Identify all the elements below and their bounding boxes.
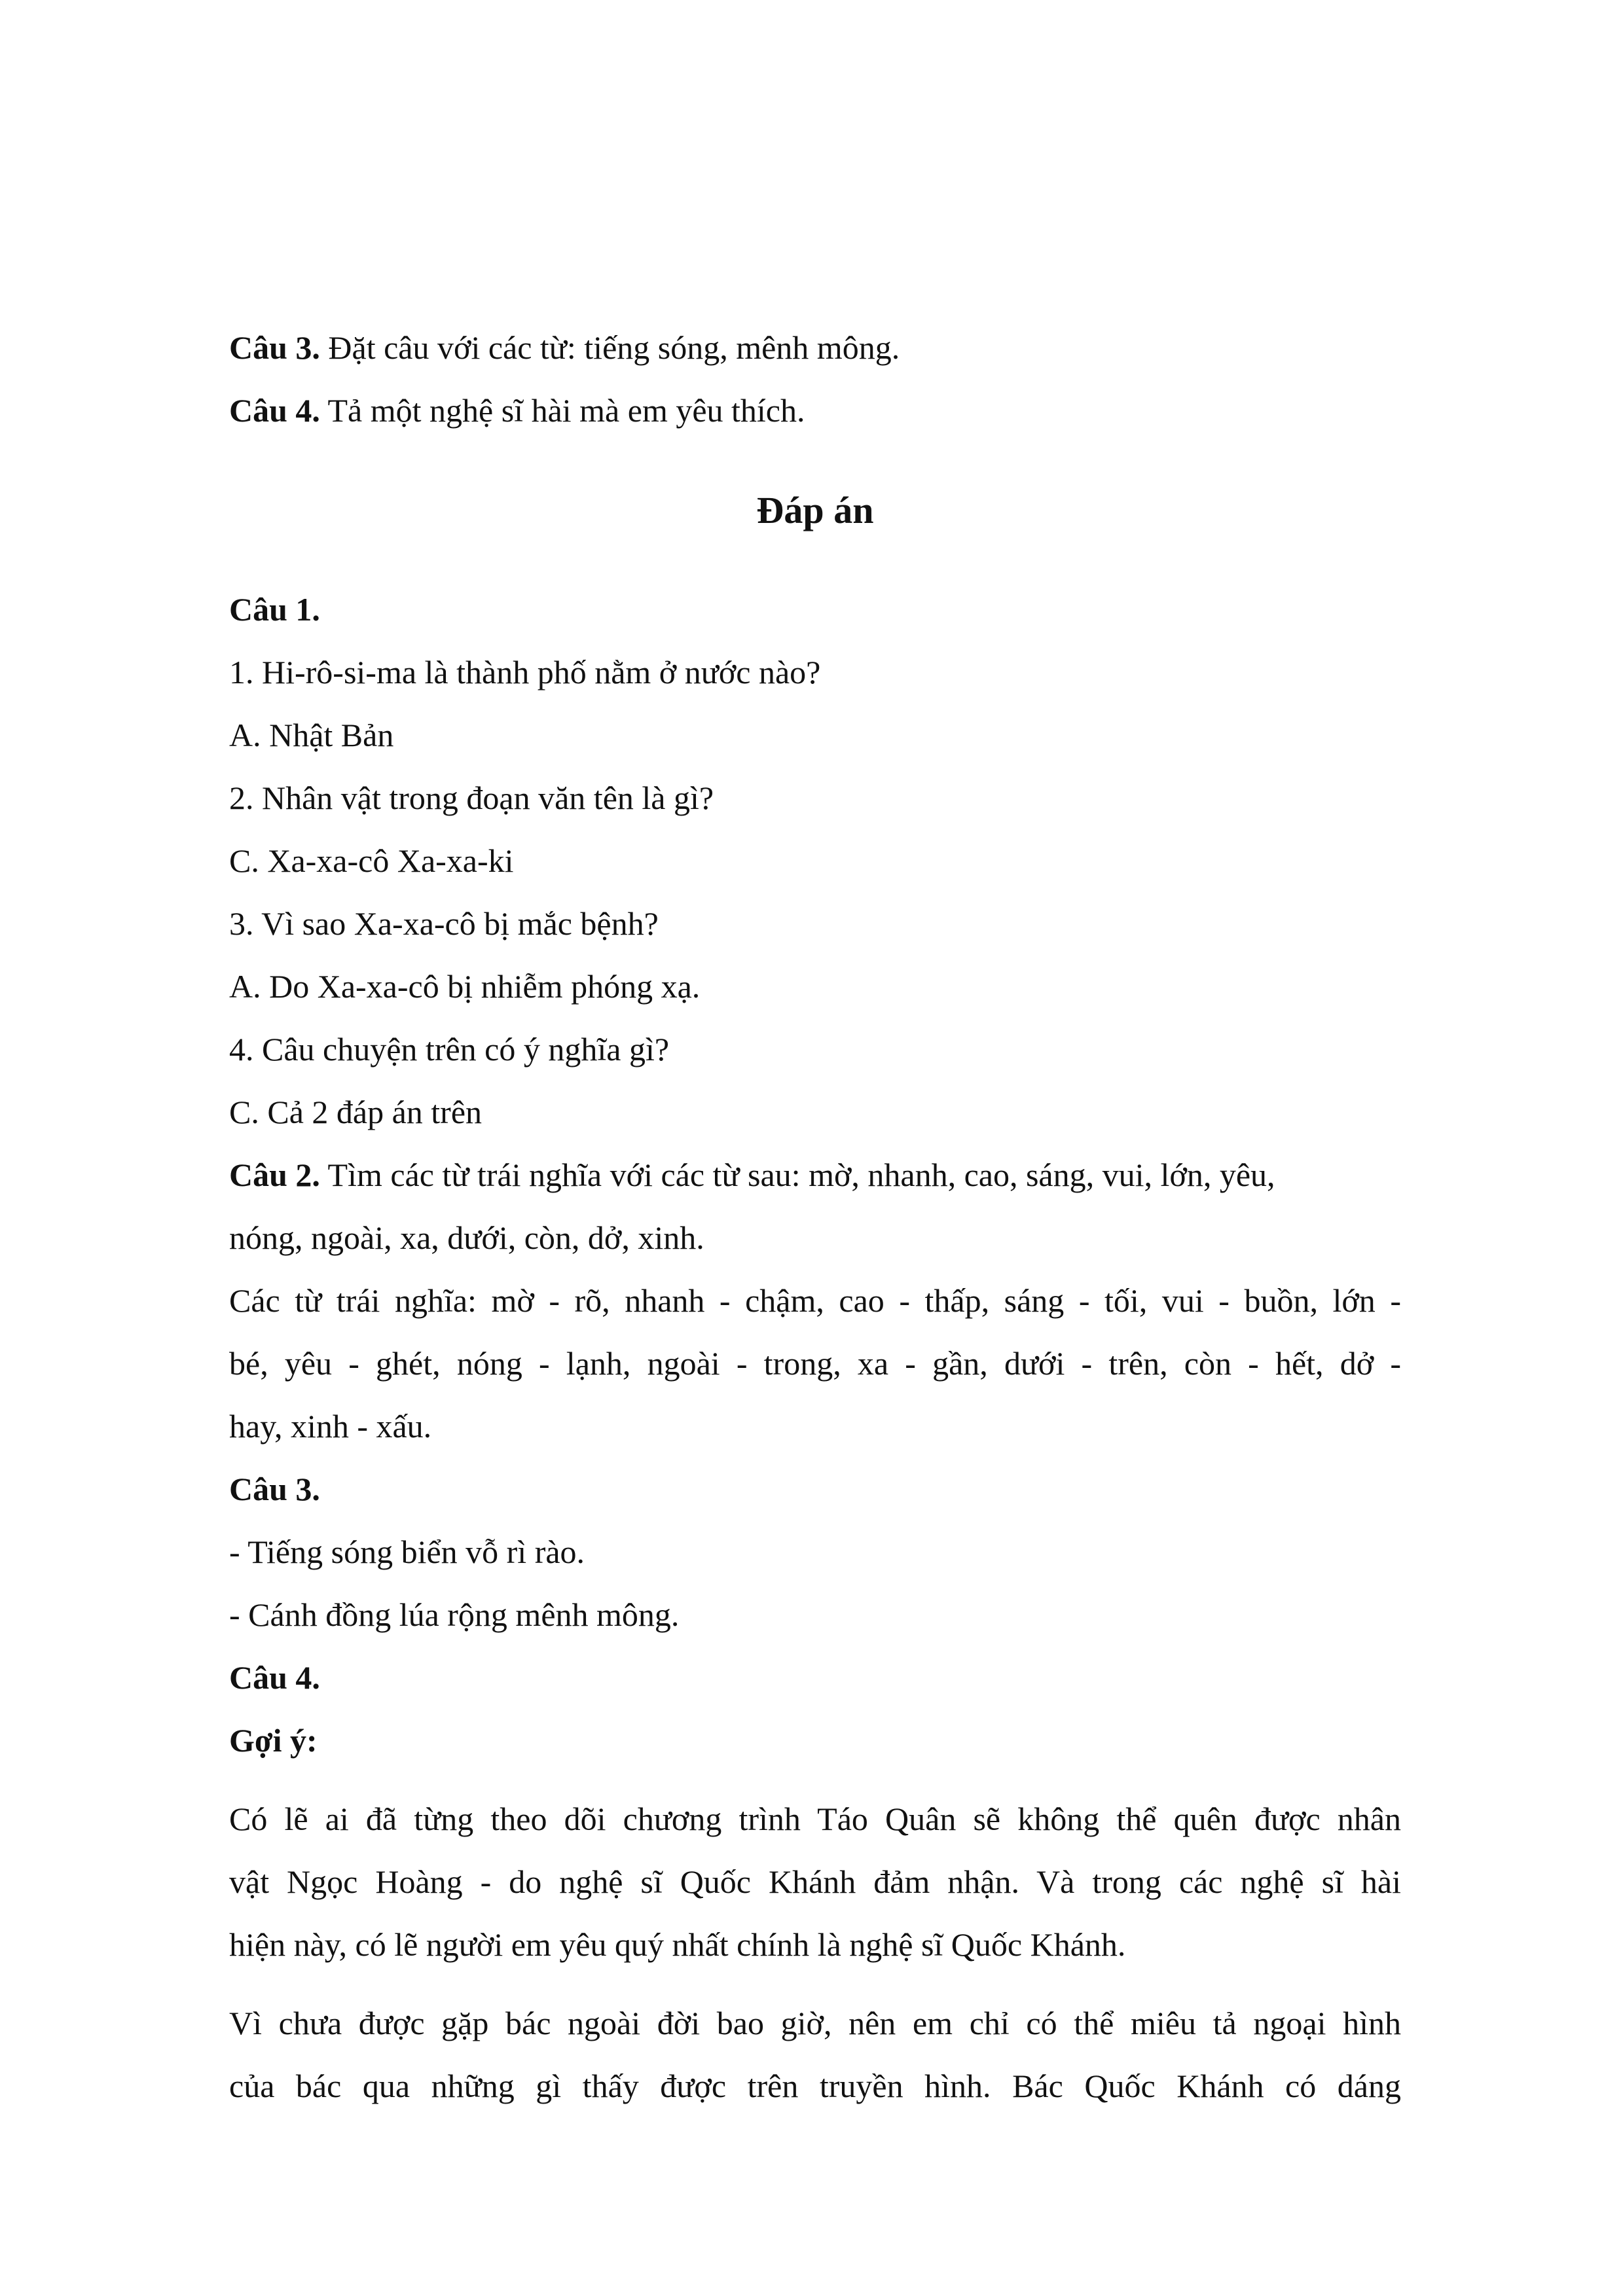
question-4-text: Tả một nghệ sĩ hài mà em yêu thích. (319, 392, 805, 429)
answer-4-paragraph-2-line-2: của bác qua những gì thấy được trên truyền hình. Bác Quốc Khánh có dáng (229, 2068, 1401, 2104)
answer-1-item-2-answer: C. Xa-xa-cô Xa-xa-ki (229, 842, 514, 879)
answer-1-item-4-question: 4. Câu chuyện trên có ý nghĩa gì? (229, 1031, 670, 1067)
answer-3-label: Câu 3. (229, 1471, 320, 1507)
answer-1-item-2-question: 2. Nhân vật trong đoạn văn tên là gì? (229, 780, 714, 816)
question-3 (229, 327, 900, 368)
answer-2-line-1: Các từ trái nghĩa: mờ - rõ, nhanh - chậm, cao - thấp, sáng - tối, vui - buồn, lớn - (229, 1282, 1401, 1319)
answer-1-item-3-question: 3. Vì sao Xa-xa-cô bị mắc bệnh? (229, 905, 659, 942)
answer-3-line-2: - Cánh đồng lúa rộng mênh mông. (229, 1596, 680, 1633)
question-3-text: Đặt câu với các từ: tiếng sóng, mênh mông. (319, 329, 900, 366)
answer-2-prompt-line-1 (229, 1155, 1275, 1195)
answer-4-paragraph-1-line-3: hiện này, có lẽ người em yêu quý nhất chính là nghệ sĩ Quốc Khánh. (229, 1926, 1126, 1963)
question-3-label: Câu 3. (229, 329, 320, 366)
answer-1-item-1-answer: A. Nhật Bản (229, 717, 394, 753)
answer-1-label: Câu 1. (229, 591, 320, 628)
answers-title: Đáp án (756, 489, 874, 531)
answer-4-label: Câu 4. (229, 1659, 320, 1696)
question-4 (229, 390, 805, 431)
answer-2-prompt-line-2: nóng, ngoài, xa, dưới, còn, dở, xinh. (229, 1219, 704, 1256)
answer-4-paragraph-1-line-1: Có lẽ ai đã từng theo dõi chương trình Táo Quân sẽ không thể quên được nhân (229, 1801, 1401, 1837)
answer-3-line-1: - Tiếng sóng biển vỗ rì rào. (229, 1534, 585, 1570)
answer-1-item-3-answer: A. Do Xa-xa-cô bị nhiễm phóng xạ. (229, 968, 701, 1005)
answer-4-paragraph-2-line-1: Vì chưa được gặp bác ngoài đời bao giờ, nên em chỉ có thể miêu tả ngoại hình (229, 2005, 1401, 2041)
answer-2-line-2: bé, yêu - ghét, nóng - lạnh, ngoài - trong, xa - gần, dưới - trên, còn - hết, dở - (229, 1345, 1401, 1382)
answer-1-item-4-answer: C. Cả 2 đáp án trên (229, 1094, 483, 1130)
question-4-label: Câu 4. (229, 392, 320, 429)
document-page (229, 0, 1401, 2296)
answer-4-hint-label: Gợi ý: (229, 1722, 318, 1759)
answer-1-item-1-question: 1. Hi-rô-si-ma là thành phố nằm ở nước nào? (229, 654, 821, 691)
answer-2-label: Câu 2. (229, 1157, 320, 1193)
answer-4-paragraph-1-line-2: vật Ngọc Hoàng - do nghệ sĩ Quốc Khánh đảm nhận. Và trong các nghệ sĩ hài (229, 1863, 1401, 1900)
answer-2-prompt-text: Tìm các từ trái nghĩa với các từ sau: mờ, nhanh, cao, sáng, vui, lớn, yêu, (319, 1157, 1275, 1193)
answer-2-line-3: hay, xinh - xấu. (229, 1408, 432, 1444)
